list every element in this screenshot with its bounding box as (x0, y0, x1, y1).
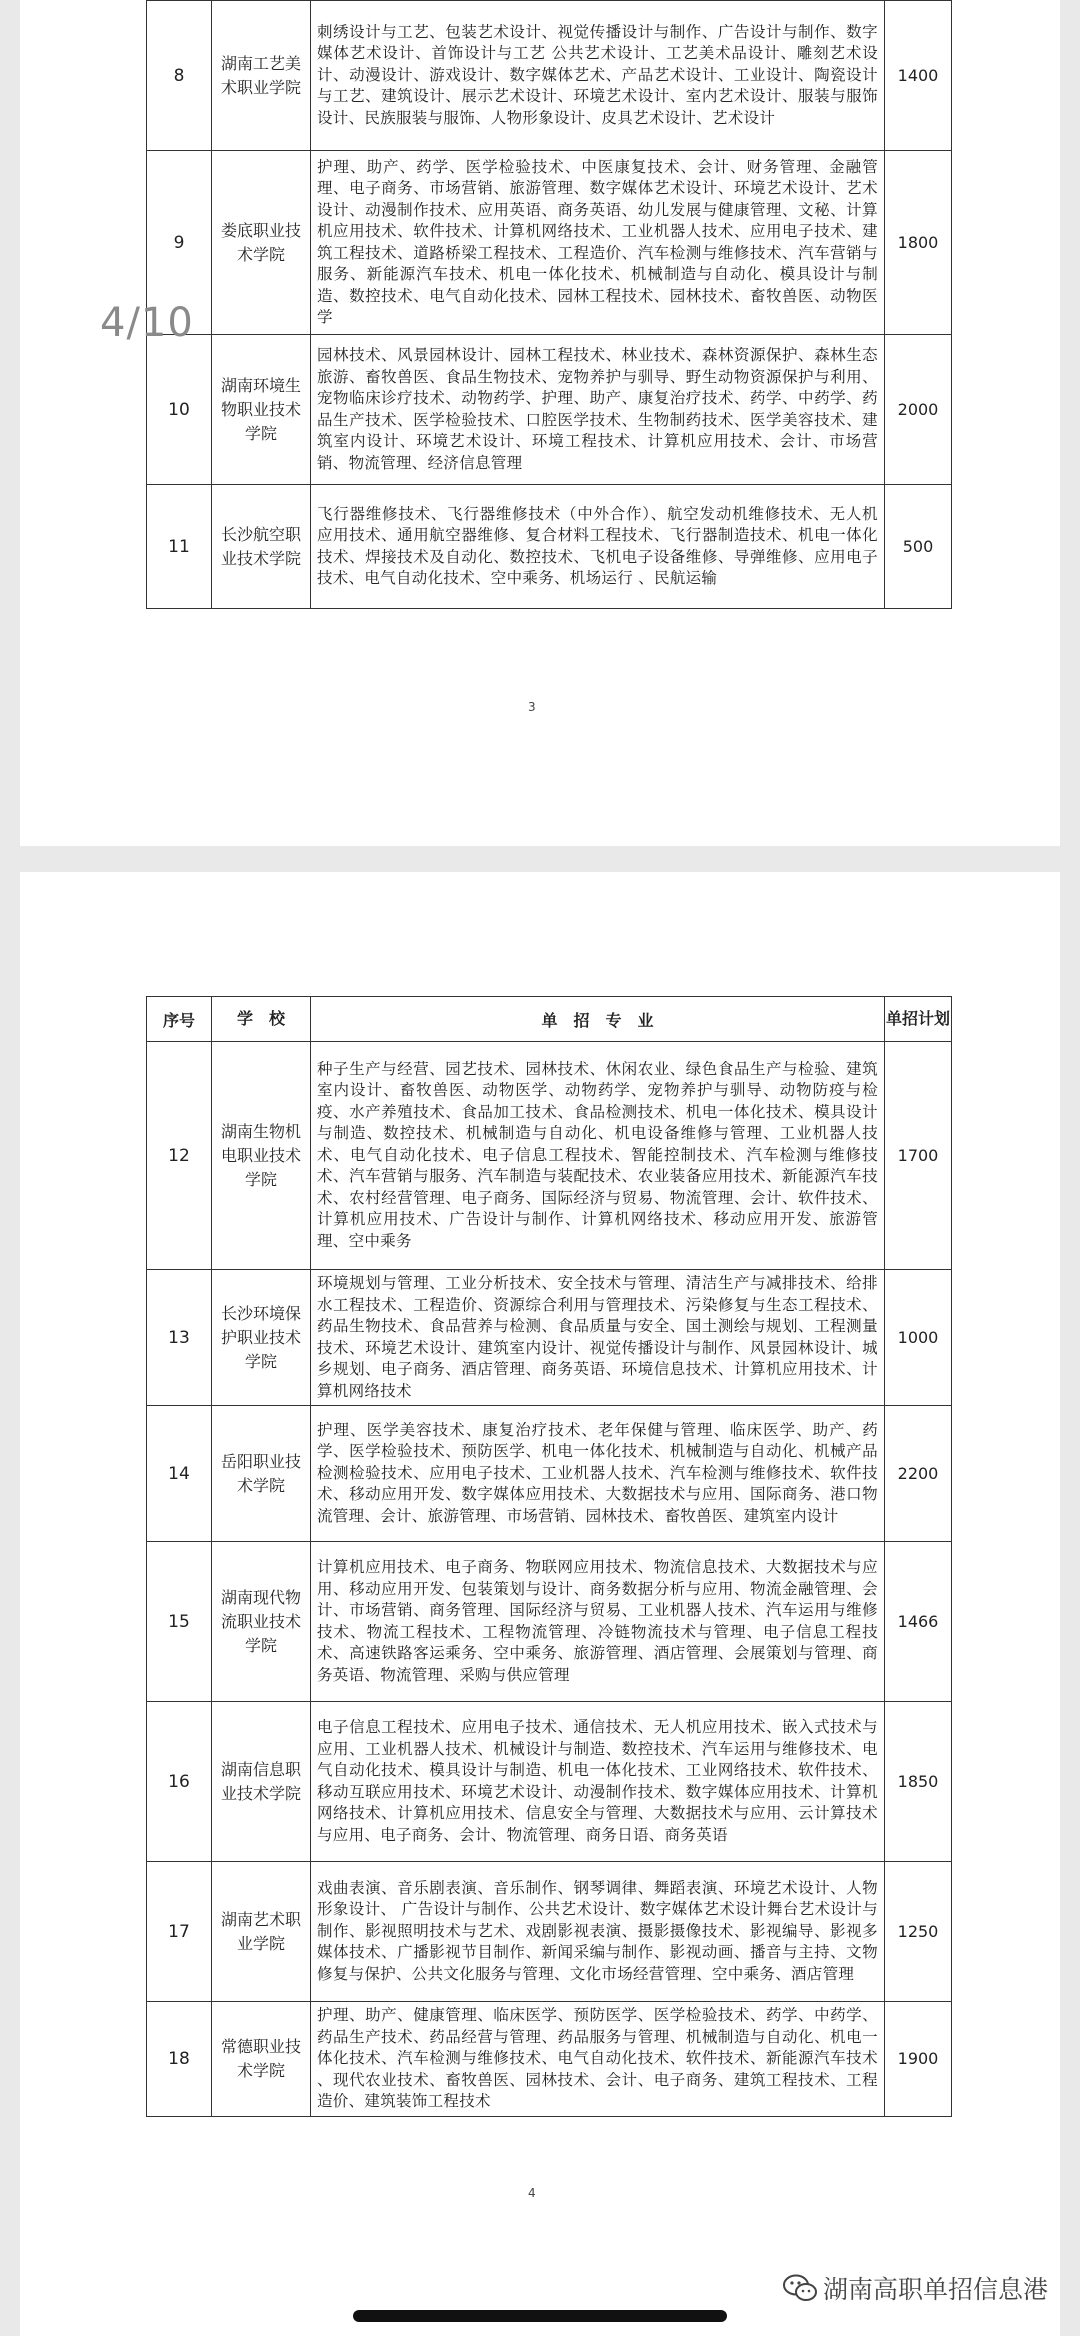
enrollment-plan: 1800 (885, 151, 952, 335)
row-number: 17 (147, 1862, 212, 2002)
row-number: 14 (147, 1406, 212, 1542)
table-row (147, 485, 952, 609)
enrollment-plan: 1250 (885, 1862, 952, 2002)
table-row (147, 1406, 952, 1542)
table-row (147, 2002, 952, 2117)
school-name: 常德职业技术学院 (212, 2002, 311, 2117)
school-name: 湖南环境生物职业技术学院 (212, 335, 311, 485)
row-number: 9 (147, 151, 212, 335)
table-row (147, 1270, 952, 1406)
school-name: 长沙环境保护职业技术学院 (212, 1270, 311, 1406)
major-list: 护理、助产、药学、医学检验技术、中医康复技术、会计、财务管理、金融管理、电子商务、市场营销、旅游管理、数字媒体艺术设计、环境艺术设计、艺术设计、动漫制作技术、应用英语、商务英语、幼儿发展与健康管理、文秘、计算机应用技术、软件技术、计算机网络技术、工业机器人技术、应用电子技术、建筑工程技术、道路桥梁工程技术、工程造价、汽车检测与维修技术、汽车营销与服务、新能源汽车技术、机电一体化技术、机械制造与自动化、模具设计与制造、数控技术、电气自动化技术、园林工程技术、园林技术、畜牧兽医、动物医学 (311, 151, 885, 335)
source-watermark (783, 2270, 1048, 2306)
row-number: 13 (147, 1270, 212, 1406)
enrollment-table-page-4 (146, 996, 952, 2117)
header-plan: 单招计划 (885, 997, 952, 1042)
home-indicator-bar[interactable] (353, 2310, 727, 2322)
school-name: 长沙航空职业技术学院 (212, 485, 311, 609)
table-row (147, 1542, 952, 1702)
major-list: 护理、医学美容技术、康复治疗技术、老年保健与管理、临床医学、助产、药学、医学检验技术、预防医学、机电一体化技术、机械制造与自动化、机械产品检测检验技术、应用电子技术、工业机器人技术、汽车检测与维修技术、软件技术、移动应用开发、数字媒体应用技术、大数据技术与应用、国际商务、港口物流管理、会计、旅游管理、市场营销、园林技术、畜牧兽医、建筑室内设计 (311, 1406, 885, 1542)
major-list: 种子生产与经营、园艺技术、园林技术、休闲农业、绿色食品生产与检验、建筑室内设计、畜牧兽医、动物医学、动物药学、宠物养护与驯导、动物防疫与检疫、水产养殖技术、食品加工技术、食品检测技术、机电一体化技术、模具设计与制造、数控技术、机械制造与自动化、机电设备维修与管理、工业机器人技术、电气自动化技术、电子信息工程技术、智能控制技术、汽车检测与维修技术、汽车营销与服务、汽车制造与装配技术、农业装备应用技术、新能源汽车技术、农村经营管理、电子商务、国际经济与贸易、物流管理、会计、软件技术、计算机应用技术、广告设计与制作、计算机网络技术、移动应用开发、旅游管理、空中乘务 (311, 1042, 885, 1270)
enrollment-plan: 1000 (885, 1270, 952, 1406)
school-name: 岳阳职业技术学院 (212, 1406, 311, 1542)
enrollment-plan: 2000 (885, 335, 952, 485)
page-indicator: 4/10 (100, 300, 194, 346)
row-number: 15 (147, 1542, 212, 1702)
table-row (147, 151, 952, 335)
enrollment-table-page-3 (146, 0, 952, 609)
school-name: 湖南信息职业技术学院 (212, 1702, 311, 1862)
table-row (147, 1862, 952, 2002)
school-name: 湖南工艺美术职业学院 (212, 1, 311, 151)
school-name: 湖南现代物流职业技术学院 (212, 1542, 311, 1702)
row-number: 8 (147, 1, 212, 151)
enrollment-plan: 1400 (885, 1, 952, 151)
major-list: 护理、助产、健康管理、临床医学、预防医学、医学检验技术、药学、中药学、药品生产技术、药品经营与管理、药品服务与管理、机械制造与自动化、机电一体化技术、汽车检测与维修技术、电气自动化技术、软件技术、新能源汽车技术 、现代农业技术、畜牧兽医、园林技术、会计、电子商务、建筑工程技术、工程造价、建筑装饰工程技术 (311, 2002, 885, 2117)
header-majors: 单 招 专 业 (311, 997, 885, 1042)
table-row (147, 1, 952, 151)
watermark-text: 湖南高职单招信息港 (822, 2275, 1048, 2304)
row-number: 11 (147, 485, 212, 609)
wechat-icon (783, 2274, 817, 2302)
document-page-3 (20, 0, 1060, 846)
enrollment-plan: 1466 (885, 1542, 952, 1702)
table-header-row (147, 997, 952, 1042)
major-list: 电子信息工程技术、应用电子技术、通信技术、无人机应用技术、嵌入式技术与应用、工业机器人技术、机械设计与制造、数控技术、汽车运用与维修技术、电气自动化技术、模具设计与制造、机电一体化技术、工业网络技术、软件技术、移动互联应用技术、环境艺术设计、动漫制作技术、数字媒体应用技术、计算机网络技术、计算机应用技术、信息安全与管理、大数据技术与应用、云计算技术与应用、电子商务、会计、物流管理、商务日语、商务英语 (311, 1702, 885, 1862)
major-list: 飞行器维修技术、飞行器维修技术（中外合作）、航空发动机维修技术、无人机应用技术、通用航空器维修、复合材料工程技术、飞行器制造技术、机电一体化技术、焊接技术及自动化、数控技术、飞机电子设备维修、导弹维修、应用电子技术、电气自动化技术、空中乘务、机场运行 、民航运输 (311, 485, 885, 609)
page-number: 3 (528, 700, 536, 714)
enrollment-plan: 1900 (885, 2002, 952, 2117)
enrollment-plan: 1850 (885, 1702, 952, 1862)
row-number: 18 (147, 2002, 212, 2117)
row-number: 16 (147, 1702, 212, 1862)
major-list: 戏曲表演、音乐剧表演、音乐制作、钢琴调律、舞蹈表演、环境艺术设计、人物形象设计、 广告设计与制作、公共艺术设计、数字媒体艺术设计舞台艺术设计与制作、影视照明技术与艺术、戏剧影视表演、摄影摄像技术、影视编导、影视多媒体技术、广播影视节目制作、新闻采编与制作、影视动画、播音与主持、文物修复与保护、公共文化服务与管理、文化市场经营管理、空中乘务、酒店管理 (311, 1862, 885, 2002)
school-name: 湖南艺术职业学院 (212, 1862, 311, 2002)
enrollment-plan: 2200 (885, 1406, 952, 1542)
school-name: 娄底职业技术学院 (212, 151, 311, 335)
header-school: 学 校 (212, 997, 311, 1042)
enrollment-plan: 500 (885, 485, 952, 609)
header-number: 序号 (147, 997, 212, 1042)
row-number: 10 (147, 335, 212, 485)
row-number: 12 (147, 1042, 212, 1270)
major-list: 园林技术、风景园林设计、园林工程技术、林业技术、森林资源保护、森林生态旅游、畜牧兽医、食品生物技术、宠物养护与驯导、野生动物资源保护与利用、宠物临床诊疗技术、动物药学、护理、助产、康复治疗技术、药学、中药学、药品生产技术、医学检验技术、口腔医学技术、生物制药技术、医学美容技术、建筑室内设计、环境艺术设计、环境工程技术、计算机应用技术、会计、市场营销、物流管理、经济信息管理 (311, 335, 885, 485)
table-row (147, 1702, 952, 1862)
table-row (147, 1042, 952, 1270)
major-list: 刺绣设计与工艺、包装艺术设计、视觉传播设计与制作、广告设计与制作、数字媒体艺术设计、首饰设计与工艺 公共艺术设计、工艺美术品设计、雕刻艺术设计、动漫设计、游戏设计、数字媒体艺术、产品艺术设计、工业设计、陶瓷设计与工艺、建筑设计、展示艺术设计、环境艺术设计、室内艺术设计、服装与服饰设计、民族服装与服饰、人物形象设计、皮具艺术设计、艺术设计 (311, 1, 885, 151)
major-list: 环境规划与管理、工业分析技术、安全技术与管理、清洁生产与减排技术、给排水工程技术、工程造价、资源综合利用与管理技术、污染修复与生态工程技术、药品生物技术、食品营养与检测、食品质量与安全、国土测绘与规划、工程测量技术、环境艺术设计、建筑室内设计、视觉传播设计与制作、风景园林设计、城乡规划、电子商务、酒店管理、商务英语、环境信息技术、计算机应用技术、计算机网络技术 (311, 1270, 885, 1406)
document-page-4 (20, 872, 1060, 2336)
table-row (147, 335, 952, 485)
page-number: 4 (528, 2186, 536, 2200)
enrollment-plan: 1700 (885, 1042, 952, 1270)
school-name: 湖南生物机电职业技术学院 (212, 1042, 311, 1270)
major-list: 计算机应用技术、电子商务、物联网应用技术、物流信息技术、大数据技术与应用、移动应用开发、包装策划与设计、商务数据分析与应用、物流金融管理、会计、市场营销、商务管理、国际经济与贸易、工业机器人技术、汽车运用与维修技术、物流工程技术、工程物流管理、冷链物流技术与管理、电子信息工程技术、高速铁路客运乘务、空中乘务、旅游管理、酒店管理、会展策划与管理、商务英语、物流管理、采购与供应管理 (311, 1542, 885, 1702)
